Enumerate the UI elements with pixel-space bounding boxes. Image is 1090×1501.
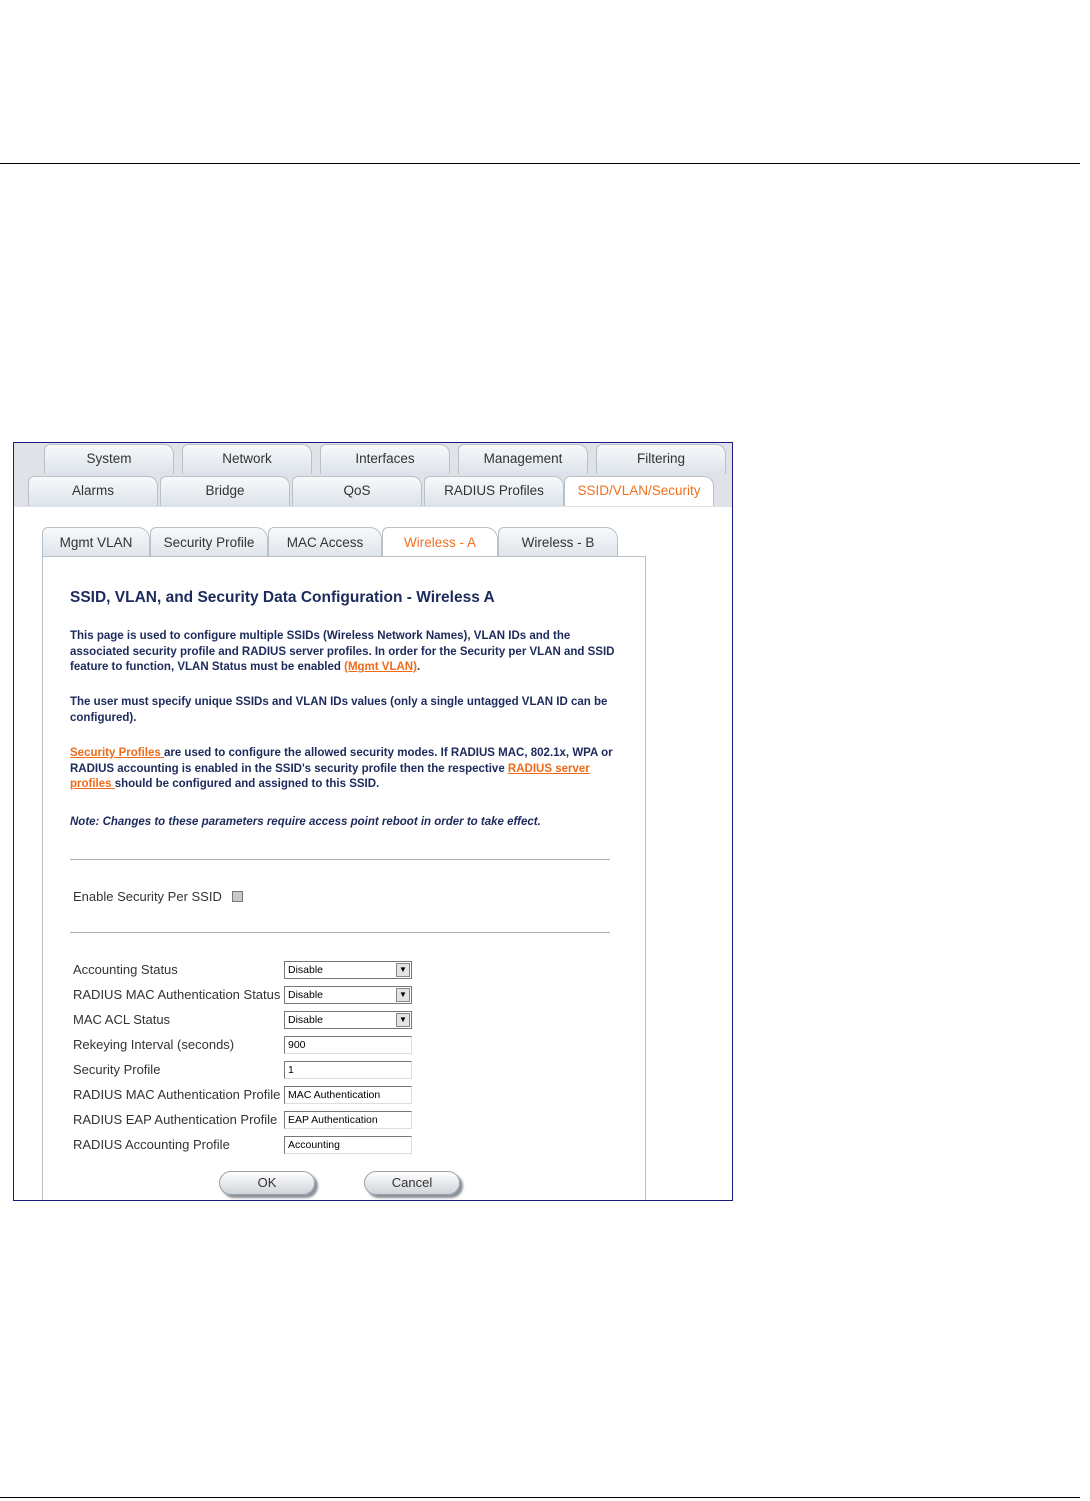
- radius-accounting-profile-label: RADIUS Accounting Profile: [73, 1137, 230, 1152]
- subtab-mac-access[interactable]: [268, 527, 382, 557]
- subtab-mgmt-vlan[interactable]: [42, 527, 150, 557]
- main-tabs-row-2: [14, 475, 733, 507]
- accounting-status-select[interactable]: [284, 961, 412, 979]
- tab-label: QoS: [343, 483, 371, 498]
- tab-system[interactable]: [44, 444, 174, 474]
- chevron-down-icon[interactable]: ▼: [396, 1013, 410, 1027]
- sub-tabs: [42, 527, 646, 557]
- tab-label: Network: [222, 451, 272, 466]
- security-profile-input[interactable]: 1: [284, 1061, 412, 1079]
- radius-mac-auth-status-label: RADIUS MAC Authentication Status: [73, 987, 281, 1002]
- radius-accounting-profile-input[interactable]: Accounting: [284, 1136, 412, 1154]
- page-title: SSID, VLAN, and Security Data Configuration - Wireless A: [70, 589, 495, 606]
- tab-label: System: [86, 451, 132, 466]
- tab-bridge[interactable]: [160, 476, 290, 506]
- tab-label: Alarms: [71, 483, 114, 498]
- header-rule: [0, 163, 1080, 164]
- tab-ssid-vlan-security[interactable]: [564, 476, 714, 506]
- rekeying-interval-label: Rekeying Interval (seconds): [73, 1037, 235, 1052]
- mac-acl-status-select[interactable]: [284, 1011, 412, 1029]
- rekeying-interval-input[interactable]: 900: [284, 1036, 412, 1054]
- tab-label: Bridge: [205, 483, 245, 498]
- accounting-status-label: Accounting Status: [73, 962, 178, 977]
- subtab-wireless-a[interactable]: [382, 527, 498, 557]
- ok-button[interactable]: OK: [219, 1171, 315, 1195]
- radius-mac-auth-profile-input[interactable]: MAC Authentication: [284, 1086, 412, 1104]
- chevron-down-icon[interactable]: ▼: [396, 963, 410, 977]
- mac-acl-status-label: MAC ACL Status: [73, 1012, 171, 1027]
- screenshot-frame: [13, 442, 733, 1201]
- tab-label: SSID/VLAN/Security: [577, 483, 701, 498]
- reboot-note: Note: Changes to these parameters require access point reboot in order to take effect.: [70, 816, 541, 828]
- enable-security-per-ssid-label: Enable Security Per SSID: [73, 889, 222, 904]
- tab-label: Management: [483, 451, 563, 466]
- subtab-label: MAC Access: [286, 535, 364, 550]
- intro-paragraph-3: [70, 746, 615, 793]
- divider: [70, 859, 610, 860]
- tab-interfaces[interactable]: [320, 444, 450, 474]
- radius-eap-auth-profile-label: RADIUS EAP Authentication Profile: [73, 1112, 278, 1127]
- divider: [70, 932, 610, 933]
- security-profiles-link[interactable]: Security Profiles: [70, 747, 164, 759]
- radius-server-profiles-link[interactable]: RADIUS server profiles: [70, 762, 590, 790]
- tab-management[interactable]: [458, 444, 588, 474]
- select-value: Disable: [288, 989, 324, 1001]
- subtab-label: Wireless - B: [521, 535, 595, 550]
- security-profile-label: Security Profile: [73, 1062, 161, 1077]
- intro-text: are used to configure the allowed security modes. If RADIUS MAC, 802.1x, WPA or RADIUS accounting is enabled in the SSID's security profile then the respective: [70, 747, 613, 775]
- subtab-label: Wireless - A: [403, 535, 476, 550]
- tab-label: Filtering: [636, 451, 685, 466]
- select-value: Disable: [288, 964, 324, 976]
- intro-text: .: [416, 661, 421, 673]
- radius-mac-auth-status-select[interactable]: [284, 986, 412, 1004]
- subtab-security-profile[interactable]: [150, 527, 268, 557]
- radius-eap-auth-profile-input[interactable]: EAP Authentication: [284, 1111, 412, 1129]
- tab-filtering[interactable]: [596, 444, 726, 474]
- radius-mac-auth-profile-label: RADIUS MAC Authentication Profile: [73, 1087, 281, 1102]
- chevron-down-icon[interactable]: ▼: [396, 988, 410, 1002]
- footer-rule: [0, 1497, 1080, 1498]
- main-tabs-row-1: [14, 443, 733, 475]
- tab-qos[interactable]: [292, 476, 422, 506]
- enable-security-per-ssid-checkbox[interactable]: [232, 891, 243, 902]
- tab-label: RADIUS Profiles: [444, 483, 544, 498]
- tab-label: Interfaces: [355, 451, 415, 466]
- tab-network[interactable]: [182, 444, 312, 474]
- cancel-button[interactable]: Cancel: [364, 1171, 460, 1195]
- subtab-label: Mgmt VLAN: [59, 535, 133, 550]
- subtab-wireless-b[interactable]: [498, 527, 618, 557]
- intro-text: should be configured and assigned to this SSID.: [114, 778, 380, 790]
- intro-paragraph-2: The user must specify unique SSIDs and VLAN IDs values (only a single untagged VLAN ID can be configured).: [70, 696, 608, 724]
- intro-text: This page is used to configure multiple SSIDs (Wireless Network Names), VLAN IDs and the associated security profile and RADIUS server profiles. In order for the Security per VLAN and SSID feature to function, VLAN Status must be enabled: [70, 630, 615, 673]
- subtab-label: Security Profile: [163, 535, 255, 550]
- mgmt-vlan-link[interactable]: (Mgmt VLAN): [344, 661, 417, 673]
- intro-paragraph-1: [70, 629, 615, 676]
- tab-alarms[interactable]: [28, 476, 158, 506]
- select-value: Disable: [288, 1014, 324, 1026]
- tab-radius-profiles[interactable]: [424, 476, 564, 506]
